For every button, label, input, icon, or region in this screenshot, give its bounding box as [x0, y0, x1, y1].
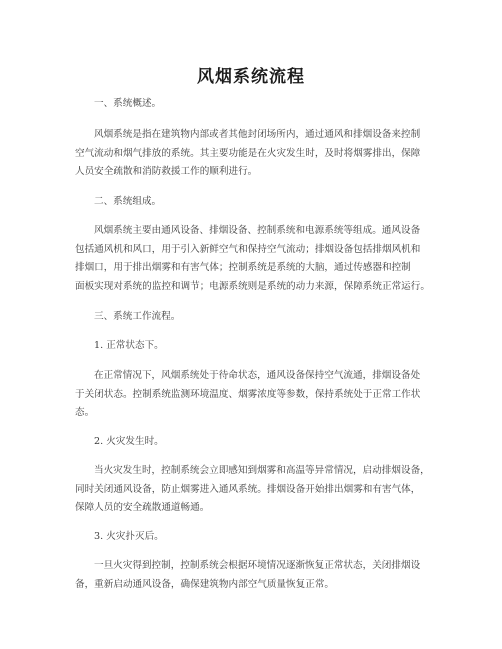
paragraph-line: 空气流动和烟气排放的系统。其主要功能是在火灾发生时，及时将烟雾排出，保障 — [75, 147, 421, 159]
paragraph-line: 风烟系统主要由通风设备、排烟设备、控制系统和电源系统等组成。通风设备 — [94, 225, 421, 236]
paragraph-fire — [75, 462, 435, 518]
paragraph-normal — [75, 367, 435, 423]
paragraph-line: 在正常情况下，风烟系统处于待命状态，通风设备保持空气流通，排烟设备处 — [94, 370, 421, 381]
document-title: 风烟系统流程 — [197, 67, 305, 87]
paragraph-line: 面板实现对系统的监控和调节；电源系统则是系统的动力来源，保障系统正常运行。 — [75, 280, 430, 292]
subsection-heading-normal: 1. 正常状态下。 — [94, 340, 164, 351]
paragraph-line: 包括通风机和风口，用于引入新鲜空气和保持空气流动；排烟设备包括排烟风机和 — [75, 243, 421, 255]
subsection-heading-fire: 2. 火灾发生时。 — [94, 436, 164, 447]
paragraph-line: 态。 — [75, 407, 95, 418]
paragraph-line: 备，重新启动通风设备，确保建筑物内部空气质量恢复正常。 — [75, 578, 335, 590]
paragraph-line: 当火灾发生时，控制系统会立即感知到烟雾和高温等异常情况，启动排烟设备， — [94, 465, 430, 476]
section-heading-overview: 一、系统概述。 — [94, 98, 162, 109]
paragraph-line: 一旦火灾得到控制，控制系统会根据环境情况逐渐恢复正常状态，关闭排烟设 — [94, 560, 421, 571]
paragraph-line: 风烟系统是指在建筑物内部或者其他封闭场所内，通过通风和排烟设备来控制 — [94, 129, 421, 140]
paragraph-composition — [75, 222, 435, 296]
subsection-heading-after-fire: 3. 火灾扑灭后。 — [94, 531, 164, 542]
paragraph-line: 于关闭状态。控制系统监测环境温度、烟雾浓度等参数，保持系统处于正常工作状 — [75, 388, 421, 400]
paragraph-overview — [75, 126, 435, 182]
section-heading-workflow: 三、系统工作流程。 — [94, 311, 181, 322]
paragraph-line: 排烟口，用于排出烟雾和有害气体；控制系统是系统的大脑，通过传感器和控制 — [75, 262, 411, 273]
paragraph-line: 同时关闭通风设备，防止烟雾进入通风系统。排烟设备开始排出烟雾和有害气体， — [75, 483, 421, 495]
paragraph-line: 人员安全疏散和消防救援工作的顺利进行。 — [75, 166, 258, 177]
paragraph-after-fire — [75, 557, 435, 594]
paragraph-line: 保障人员的安全疏散通道畅通。 — [75, 502, 210, 513]
section-heading-composition: 二、系统组成。 — [94, 196, 162, 207]
